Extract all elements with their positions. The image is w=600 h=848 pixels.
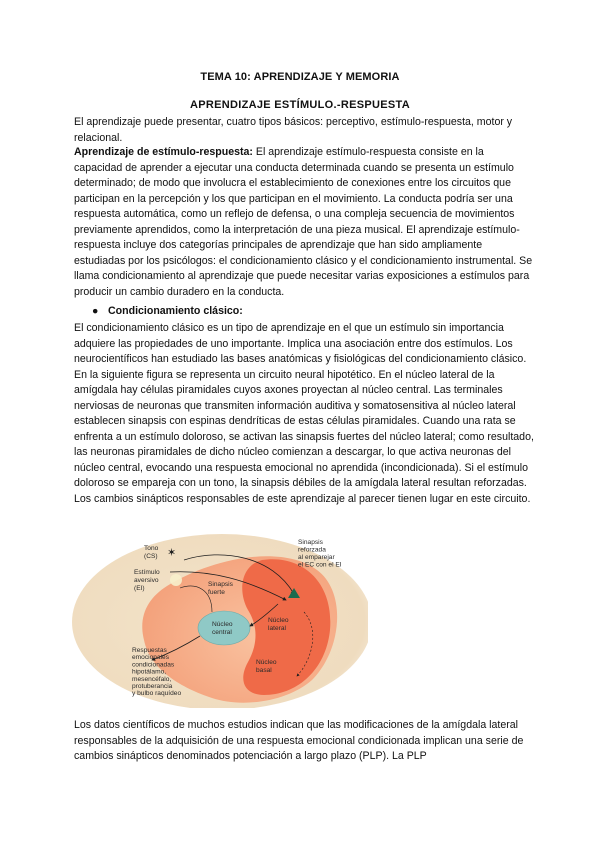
- amygdala-diagram: [72, 530, 368, 708]
- label-nucleo-central: Núcleo central: [212, 621, 233, 636]
- er-heading: Aprendizaje de estímulo-respuesta:: [74, 146, 253, 158]
- label-nucleo-basal: Núcleo basal: [256, 659, 277, 674]
- bullet-classical: [92, 304, 243, 320]
- section-title: APRENDIZAJE ESTÍMULO.-RESPUESTA: [190, 99, 410, 111]
- label-nucleo-lateral: Núcleo lateral: [268, 617, 289, 632]
- er-text: El aprendizaje estímulo-respuesta consiste en la capacidad de aprender a ejecutar una conducta determinada cuando se presenta un estímulo determinado; de modo que involucra el establecimiento de conexiones entre los circuitos que participan en la percepción y los que participan en el movimiento. La conducta podría ser una respuesta automática, como un reflejo de defensa, o una compleja secuencia de movimientos previamente aprendidos, como la interpretación de una pieza musical. El aprendizaje estímulo-respuesta incluye dos categorías principales de aprendizaje que han sido ampliamente estudiadas por los psicólogos: el condicionamiento clásico y el condicionamiento instrumental. Se llama condicionamiento al aprendizaje que puede necesitar varias exposiciones a estímulos para producir un cambio duradero en la conducta.: [74, 146, 533, 298]
- tone-star-icon: ✶: [167, 547, 177, 559]
- closing-paragraph: Los datos científicos de muchos estudios indican que las modificaciones de la amígdala lateral responsables de la adquisición de una respuesta emocional condicionada implican una serie de cambios sinápticos denominados potenciación a largo plazo (PLP). La PLP: [74, 719, 524, 762]
- aversive-burst-icon: [170, 574, 182, 586]
- page-title: TEMA 10: APRENDIZAJE Y MEMORIA: [200, 71, 400, 83]
- intro-paragraph: El aprendizaje puede presentar, cuatro tipos básicos: perceptivo, estímulo-respuesta, motor y relacional.: [74, 116, 513, 144]
- central-nucleus-shape: [198, 611, 250, 645]
- bullet-dot-icon: ●: [92, 305, 99, 317]
- bullet-label: Condicionamiento clásico:: [108, 305, 243, 317]
- label-respuestas: Respuestas emocionales condicionadas hipotálamo, mesencéfalo, protuberancia y bulbo raquídeo: [132, 647, 182, 698]
- amygdala-circuit-figure: [72, 530, 368, 708]
- classical-paragraph: El condicionamiento clásico es un tipo de aprendizaje en el que un estímulo sin importancia adquiere las propiedades de uno importante. Implica una asociación entre dos estímulos. Los neurocientíficos han estudiado las bases anatómicas y fisiológicas del condicionamiento clásico. En la siguiente figura se representa un circuito neural hipotético. En el núcleo lateral de la amígdala hay células piramidales cuyos axones proyectan al núcleo central. Las terminales nerviosas de neuronas que transmiten información auditiva y somatosensitiva al núcleo lateral establecen sinapsis con espinas dendríticas de estas células piramidales. Cuando una rata se enfrenta a un estímulo doloroso, se activan las sinapsis fuertes del núcleo lateral; como resultado, las neuronas piramidales de dicho núcleo comienzan a descargar, lo que activa neuronas del núcleo central, evocando una respuesta emocional no aprendida (incondicionada). Si el estímulo doloroso se empareja con un tono, la sinapsis débiles de la amígdala lateral resultan reforzadas. Los cambios sinápticos responsables de este aprendizaje al parecer tienen lugar en este circuito.: [74, 322, 534, 505]
- label-sinapsis-fuerte: Sinapsis fuerte: [208, 581, 233, 596]
- label-tono: Tono (CS): [144, 545, 159, 560]
- label-sinapsis-reforzada: Sinapsis reforzada al emparejar el EC con el EI: [298, 539, 342, 569]
- label-estimulo: Estímulo aversivo (EI): [134, 569, 160, 592]
- er-paragraph: [74, 145, 534, 300]
